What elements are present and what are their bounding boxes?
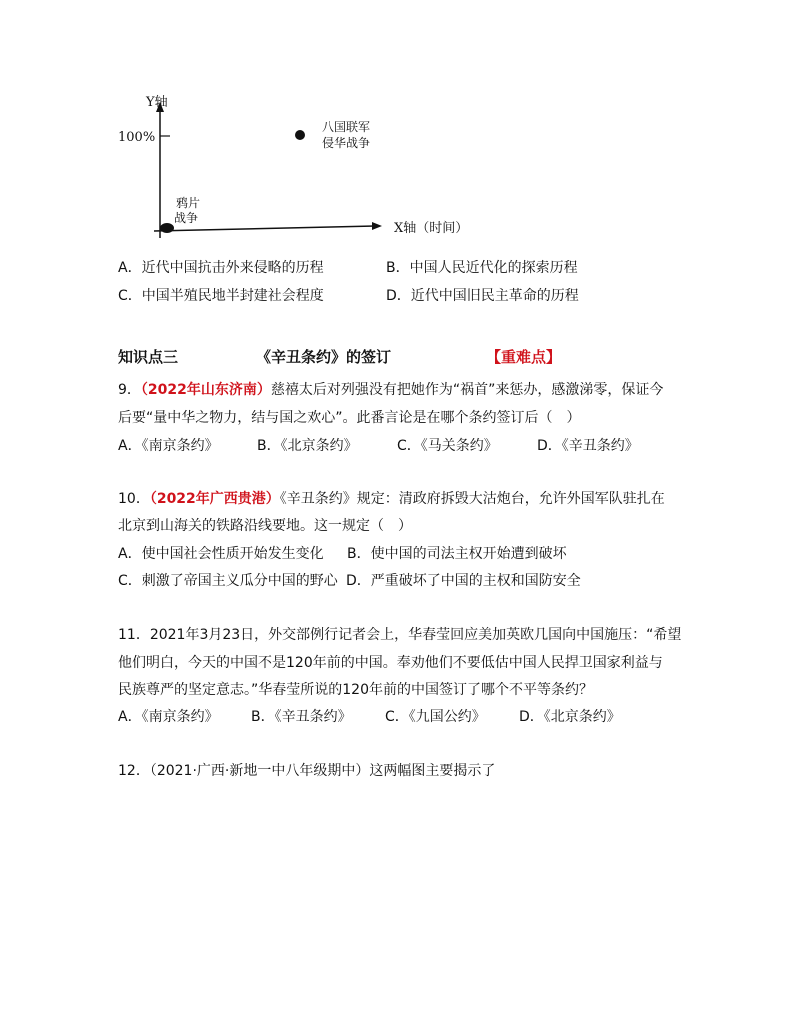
q9-line1: 慈禧太后对列强没有把她作为“祸首”来惩办，感激涕零，保证今: [270, 382, 664, 398]
q11-option-a[interactable]: A．《南京条约》: [118, 709, 219, 725]
q11-line3: 民族尊严的坚定意志。”华春莹所说的120年前的中国签订了哪个不平等条约？: [118, 682, 593, 698]
question-10: [118, 485, 665, 513]
point-high-label-2: 侵华战争: [322, 136, 371, 150]
q10-option-c[interactable]: C．刺激了帝国主义瓜分中国的野心: [118, 573, 338, 589]
point-low-label-1: 鸦片: [176, 196, 201, 210]
point-high-label-1: 八国联军: [322, 120, 371, 134]
q11-option-c[interactable]: C．《九国公约》: [385, 709, 486, 725]
x-axis-arrow: [372, 222, 382, 230]
q10-option-b[interactable]: B．使中国的司法主权开始遭到破坏: [347, 546, 567, 562]
q10-source: （2022年广西贵港）: [149, 491, 280, 507]
q10-line1: 《辛丑条约》规定：清政府拆毁大沽炮台，允许外国军队驻扎在: [279, 491, 665, 507]
q9-option-b[interactable]: B．《北京条约》: [257, 438, 358, 454]
x-axis-label: X轴（时间）: [394, 221, 469, 236]
point-baguo-lianjun: [295, 130, 305, 140]
section-topic: 《辛丑条约》的签订: [256, 348, 392, 366]
q9-line2: 后要“量中华之物力，结与国之欢心”。此番言论是在哪个条约签订后（ ）: [118, 410, 581, 426]
q9-option-d[interactable]: D．《辛丑条约》: [537, 438, 639, 454]
q9-number: 9．: [118, 382, 141, 398]
q8-option-a[interactable]: A．近代中国抗击外来侵略的历程: [118, 260, 324, 276]
q11-line2: 他们明白，今天的中国不是120年前的中国。奉劝他们不要低估中国人民捍卫国家利益与: [118, 655, 663, 671]
section-title: 知识点三: [118, 348, 179, 366]
q9-option-a[interactable]: A．《南京条约》: [118, 438, 219, 454]
y-tick-label: 100%: [118, 130, 156, 145]
axis-diagram: [110, 90, 510, 250]
q12-line1: 12．（2021·广西·新地一中八年级期中）这两幅图主要揭示了: [118, 763, 496, 779]
q8-option-d[interactable]: D．近代中国旧民主革命的历程: [386, 288, 579, 304]
q9-option-c[interactable]: C．《马关条约》: [397, 438, 498, 454]
section-tag: 【重难点】: [486, 348, 562, 366]
x-axis-line: [154, 226, 375, 231]
q10-option-a[interactable]: A．使中国社会性质开始发生变化: [118, 546, 324, 562]
q10-number: 10．: [118, 491, 150, 507]
q9-source: （2022年山东济南）: [140, 382, 271, 398]
q11-line1: 11．2021年3月23日，外交部例行记者会上，华春莹回应美加英欧几国向中国施压：“希望: [118, 627, 682, 643]
point-yapian-zhanzheng: [160, 223, 174, 233]
q8-option-c[interactable]: C．中国半殖民地半封建社会程度: [118, 288, 324, 304]
q11-option-d[interactable]: D．《北京条约》: [519, 709, 621, 725]
q10-option-d[interactable]: D．严重破坏了中国的主权和国防安全: [346, 573, 581, 589]
q11-option-b[interactable]: B．《辛丑条约》: [251, 709, 352, 725]
question-9: [118, 376, 663, 404]
q10-line2: 北京到山海关的铁路沿线要地。这一规定（ ）: [118, 518, 412, 534]
y-axis-label: Y轴: [146, 95, 168, 110]
q8-option-b[interactable]: B．中国人民近代化的探索历程: [386, 260, 578, 276]
point-low-label-2: 战争: [174, 211, 199, 225]
